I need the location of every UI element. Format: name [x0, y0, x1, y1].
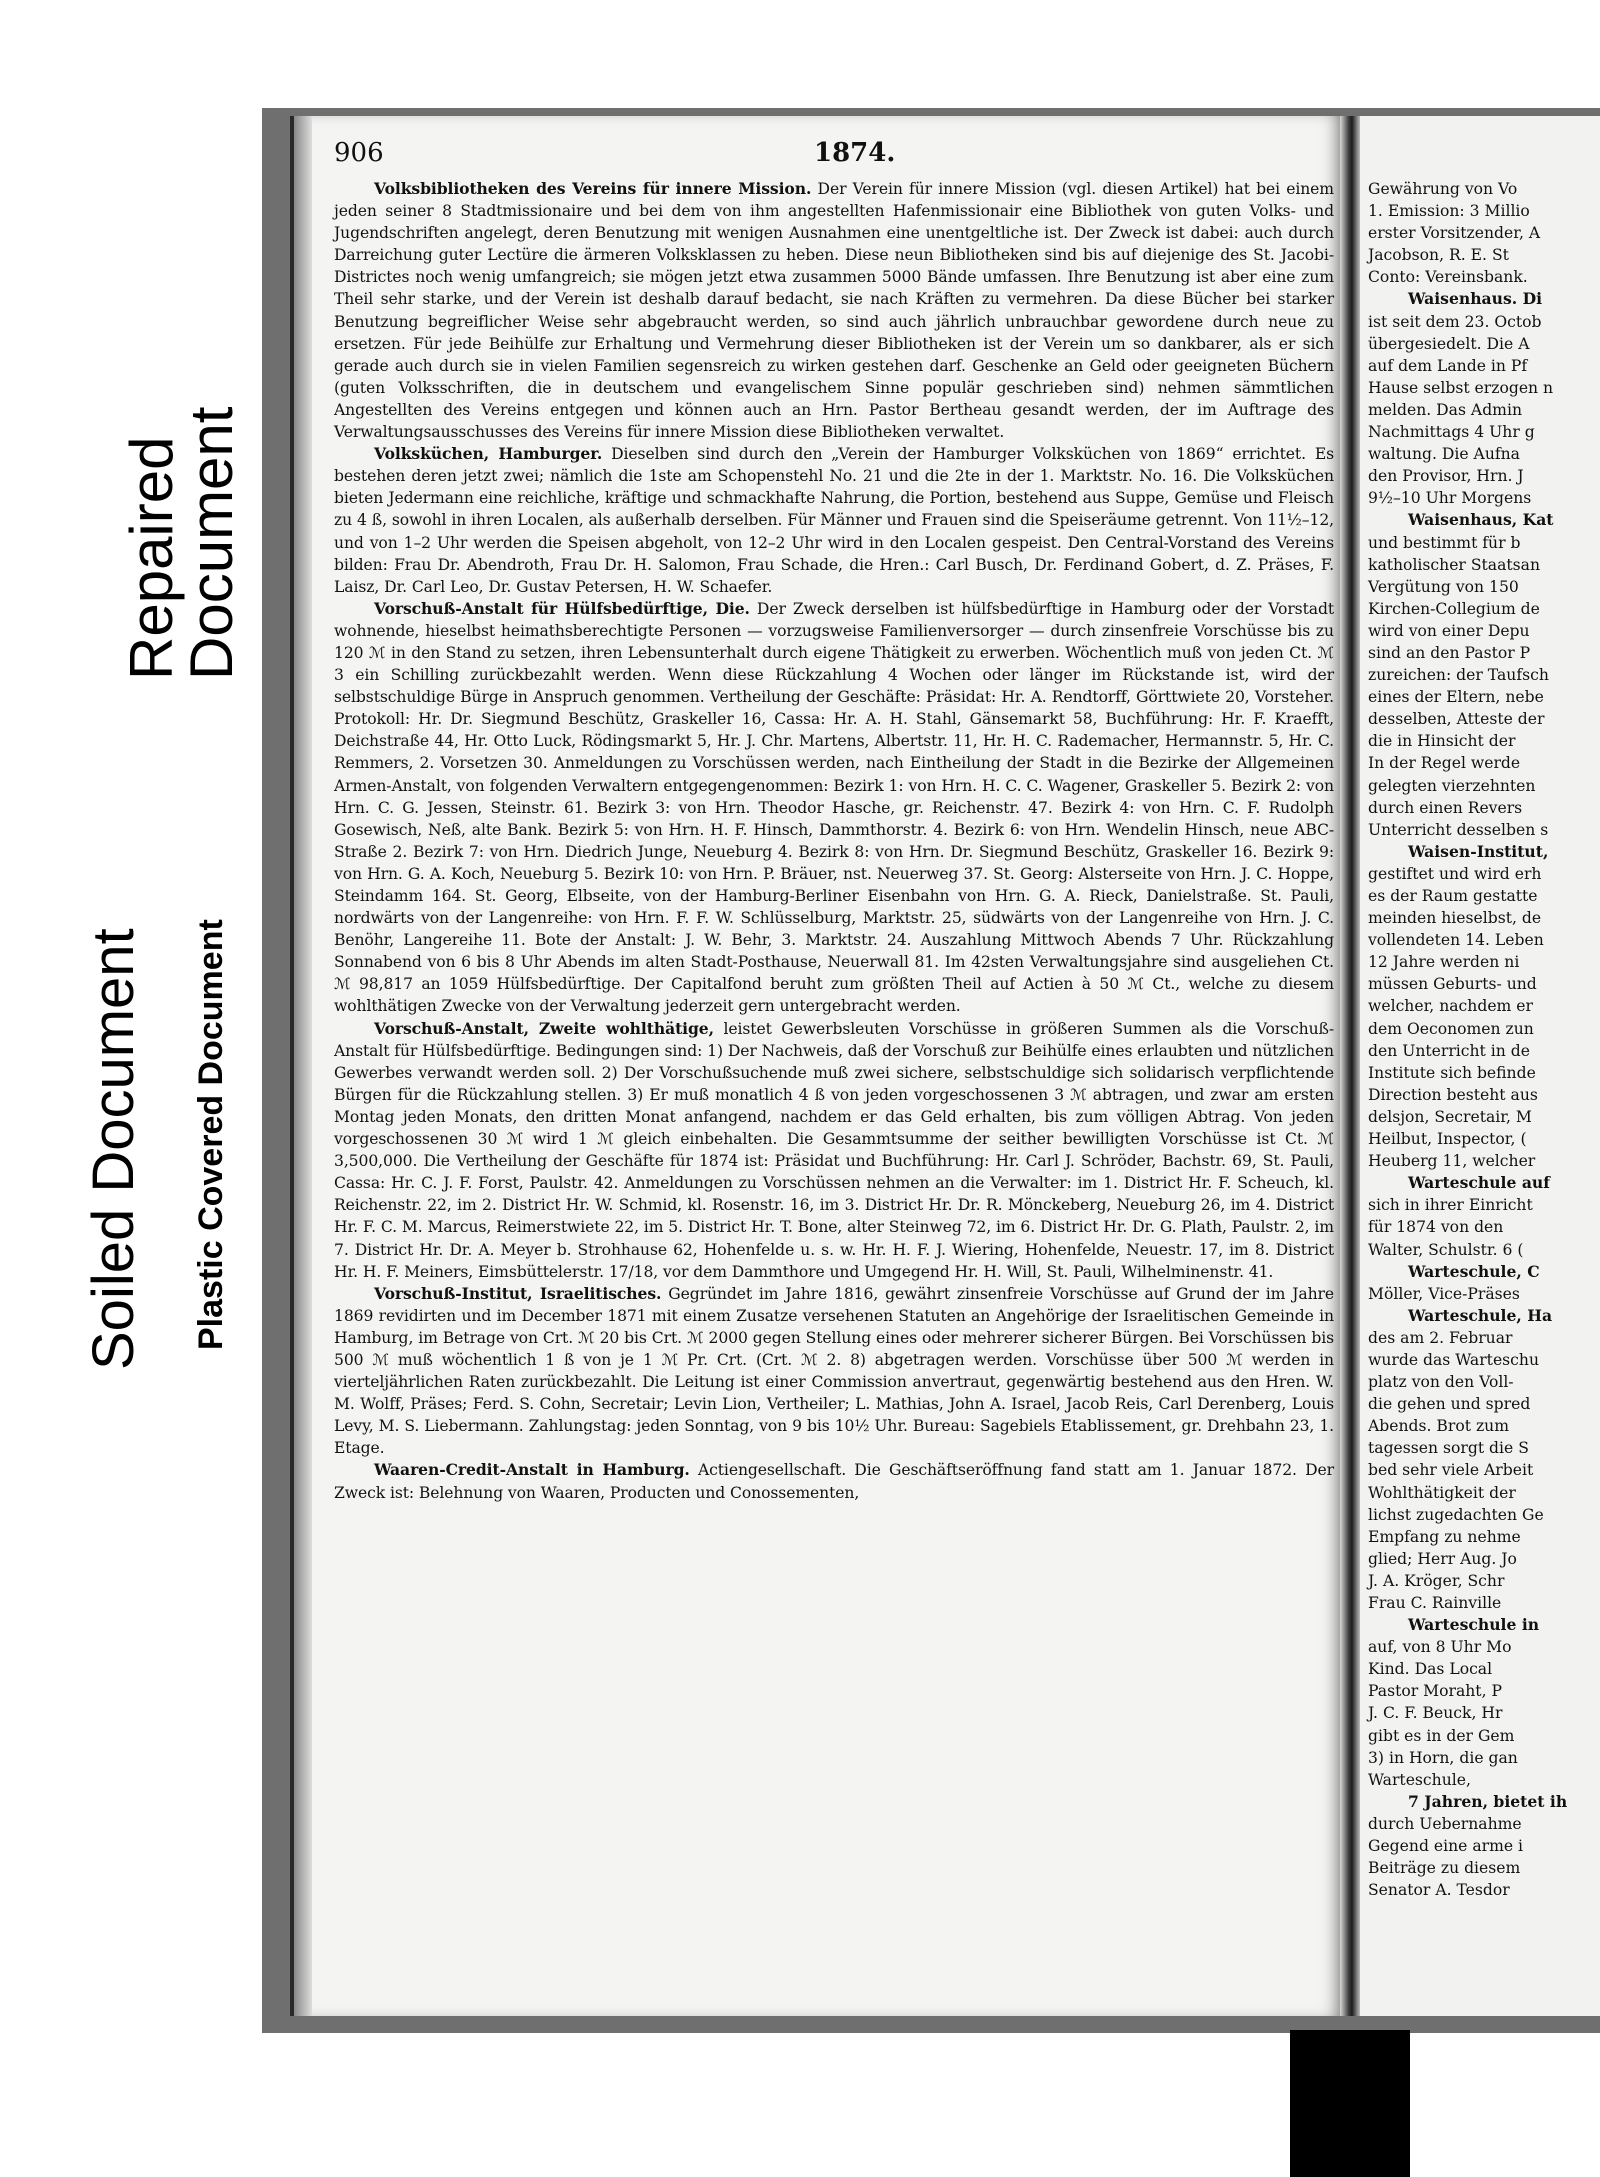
- right-page-line: Warteschule,: [1368, 1770, 1471, 1789]
- right-page-line: durch Uebernahme: [1368, 1814, 1522, 1833]
- left-page: [290, 116, 1344, 2016]
- right-page-line: müssen Geburts- und: [1368, 975, 1537, 994]
- right-page-line: sich in ihrer Einricht: [1368, 1196, 1533, 1215]
- right-page-line: 9½–10 Uhr Morgens: [1368, 489, 1532, 508]
- repaired-label-line2: Document: [178, 406, 245, 680]
- right-page-line: katholischer Staatsan: [1368, 555, 1540, 574]
- right-page-line: 3) in Horn, die gan: [1368, 1748, 1518, 1767]
- right-page-line: wurde das Warteschu: [1368, 1350, 1539, 1369]
- right-page-line: vollendeten 14. Leben: [1368, 931, 1544, 950]
- right-page-line: Unterricht desselben s: [1368, 820, 1549, 839]
- article-text: Der Zweck derselben ist hülfsbedürftige in Hamburg oder der Vorstadt wohnende, hieselbst heimathsberechtigte Personen — vorzugsweise Familienversorger — durch zinsenfreie Vorschüsse bis zu 120 ℳ in den Stand zu setzen, ihren Lebensunterhalt durch eigene Thätigkeit zu erwerben. Wöchentlich muß von jeden Ct. ℳ 3 ein Schilling zurückbezahlt werden. Wenn diese Rückzahlung 4 Wochen oder länger im Rückstande ist, wird der selbstschuldige Bürge in Anspruch genommen. Vertheilung der Geschäfte: Präsidat: Hr. A. Rendtorff, Görttwiete 20, Vorsteher. Protokoll: Hr. Dr. Siegmund Beschütz, Graskeller 16, Cassa: Hr. A. H. Stahl, Gänsemarkt 58, Buchführung: Hr. F. Kraefft, Deichstraße 44, Hr. Otto Luck, Rödingsmarkt 5, Hr. J. Chr. Martens, Albertstr. 11, Hr. H. C. Rademacher, Hermannstr. 5, Hr. C. Remmers, 2. Vorsetzen 30. Anmeldungen zu Vorschüssen werden, nach Eintheilung der Stadt in die Bezirke der Allgemeinen Armen-Anstalt, von folgenden Verwaltern entgegengenommen: Bezirk 1: von Hrn. H. C. C. Wagener, Graskeller 5. Bezirk 2: von Hrn. C. G. Jessen, Steinstr. 61. Bezirk 3: von Hrn. Theodor Hasche, gr. Reichenstr. 47. Bezirk 4: von Hrn. C. F. Rudolph Gosewisch, Neß, alte Bank. Bezirk 5: von Hrn. H. F. Hinsch, Dammthorstr. 4. Bezirk 6: von Hrn. Wendelin Hinsch, neue ABC-Straße 2. Bezirk 7: von Hrn. Diedrich Junge, Neueburg 4. Bezirk 8: von Hrn. Dr. Siegmund Beschütz, Graskeller 16. Bezirk 9: von Hrn. G. A. Koch, Neueburg 5. Bezirk 10: von Hrn. P. Bräuer, nst. Neuerweg 37. St. Georg: Alsterseite von Hrn. J. C. Hoppe, Steindamm 164. St. Georg, Elbseite, von der Hamburg-Berliner Eisenbahn von Hrn. G. A. Rieck, Danielstraße. St. Pauli, nordwärts von der Langenreihe: von Hrn. F. F. W. Schlüsselburg, Marktstr. 25, südwärts von der Langenreihe von Hrn. J. C. Benöhr, Langereihe 11. Bote der Anstalt: J. W. Behr, 3. Marktstr. 24. Auszahlung Mittwoch Abends 7 Uhr. Rückzahlung Sonnabend von 6 bis 8 Uhr Abends im alten Stadt-Posthause, Neuerwall 81. Im 42sten Verwaltungsjahre sind ausgeliehen Ct. ℳ 98,817 an 1059 Hülfsbedürftige. Der Capitalfond beruht zum größten Theil auf Actien à 50 ℳ Ct., welche zu diesem wohlthätigen Zwecke von der Verwaltung jederzeit gern untergebracht werden.: [334, 599, 1334, 1016]
- right-page-line: Empfang zu nehme: [1368, 1527, 1521, 1546]
- right-page-line: bed sehr viele Arbeit: [1368, 1461, 1534, 1480]
- right-page-line: für 1874 von den: [1368, 1218, 1504, 1237]
- right-page-line: meinden hieselbst, de: [1368, 909, 1542, 928]
- right-page-line: eines der Eltern, nebe: [1368, 688, 1544, 707]
- right-page-line: dem Oeconomen zun: [1368, 1019, 1534, 1038]
- scan-black-band: [1290, 2030, 1410, 2177]
- page-header: [334, 134, 1334, 178]
- right-page-line: Nachmittags 4 Uhr g: [1368, 423, 1535, 442]
- article-lemma: Vorschuß-Anstalt für Hülfsbedürftige, Die.: [374, 598, 750, 618]
- right-page-line: die in Hinsicht der: [1368, 732, 1516, 751]
- right-page-line: Beiträge zu diesem: [1368, 1859, 1521, 1878]
- right-page-line: Walter, Schulstr. 6 (: [1368, 1240, 1524, 1259]
- right-page-line: melden. Das Admin: [1368, 400, 1522, 419]
- soiled-document-label: Soiled Document: [81, 928, 146, 1370]
- right-page-line: Abends. Brot zum: [1368, 1417, 1509, 1436]
- right-page-line: auf, von 8 Uhr Mo: [1368, 1638, 1512, 1657]
- page-content: [334, 134, 1334, 1504]
- right-page-line: 12 Jahre werden ni: [1368, 953, 1520, 972]
- right-page-line: sind an den Pastor P: [1368, 643, 1531, 662]
- right-page-line: Warteschule auf: [1408, 1173, 1550, 1193]
- right-page-line: Kirchen-Collegium de: [1368, 599, 1540, 618]
- right-page-line: gibt es in der Gem: [1368, 1726, 1515, 1745]
- right-page-line: desselben, Atteste der: [1368, 710, 1545, 729]
- page-number: 906: [334, 138, 384, 168]
- article-text: Dieselben sind durch den „Verein der Hamburger Volksküchen von 1869“ errichtet. Es bestehen deren jetzt zwei; nämlich die 1ste am Schopenstehl No. 21 und die 2te in der 1. Marktstr. No. 16. Die Volksküchen bieten Jedermann eine reichliche, kräftige und schmackhafte Nahrung, die Portion, bestehend aus Suppe, Gemüse und Fleisch zu 4 ß, sowohl in ihren Localen, als außerhalb derselben. Für Männer und Frauen sind die Speiseräume getrennt. Von 11½–12, und von 1–2 Uhr werden die Speisen abgeholt, von 12–2 Uhr wird in den Localen gespeist. Den Central-Vorstand des Vereins bilden: Frau Dr. Abendroth, Frau Dr. H. Salomon, Frau Schade, die Hren.: Carl Busch, Dr. Ferdinand Gobert, d. Z. Präses, F. Laisz, Dr. Carl Leo, Dr. Gustav Petersen, H. W. Schaefer.: [334, 445, 1335, 596]
- article-text: Der Verein für innere Mission (vgl. diesen Artikel) hat bei einem jeden seiner 8 Stadtmissionaire und bei dem von ihm angestellten Hafenmissionair eine Bibliothek von guten Volks- und Jugendschriften angelegt, deren Benutzung mit wenigen Ausnahmen eine unentgeltliche ist. Der Zweck ist dabei: auch durch Darreichung guter Lectüre die ärmeren Volksklassen zu heben. Diese neun Bibliotheken sind bis auf diejenige des St. Jacobi-Districtes noch wenig umfangreich; sie mögen jetzt etwa zusammen 5000 Bände umfassen. Ihre Benutzung ist aber eine zum Theil sehr starke, und der Verein ist deshalb darauf bedacht, sie nach Kräften zu vermehren. Da diese Bücher bei starker Benutzung begreiflicher Weise sehr abgebraucht werden, so sind auch jährlich unbrauchbar gewordene durch neue zu ersetzen. Für jede Beihülfe zur Erhaltung und Vermehrung dieser Bibliotheken ist der Verein um so dankbarer, als er sich gerade auch durch sie in vielen Familien segensreich zu wirken gestehen darf. Geschenke an Geld oder geeigneten Büchern (guten Volksschriften, die in deutschem und evangelischem Sinne populär geschrieben sind) nehmen sämmtlichen Angestellten des Vereins entgegen und können auch an Hrn. Pastor Bertheau gesandt werden, der im Auftrage des Verwaltungsausschusses des Vereins für innere Mission diese Bibliotheken verwaltet.: [334, 180, 1334, 442]
- right-page: [1360, 116, 1600, 2016]
- right-page-line: Vergütung von 150: [1368, 577, 1519, 596]
- right-page-line: übergesiedelt. Die A: [1368, 334, 1530, 353]
- right-page-line: zureichen: der Taufsch: [1368, 666, 1549, 685]
- right-page-line: Waisenhaus. Di: [1408, 289, 1543, 309]
- article-text: Gegründet im Jahre 1816, gewährt zinsenfreie Vorschüsse auf Grund der im Jahre 1869 revidirten und im December 1871 mit einem Zusatze versehenen Statuten an Angehörige der Israelitischen Gemeinde in Hamburg, im Betrage von Crt. ℳ 20 bis Crt. ℳ 2000 gegen Stellung eines oder mehrerer sicherer Bürgen. Bei Vorschüssen bis 500 ℳ muß wöchentlich 1 ß von je 1 ℳ Pr. Crt. (Crt. ℳ 2. 8) abgetragen werden. Vorschüsse über 500 ℳ werden in vierteljährlichen Raten zurückbezahlt. Die Leitung ist einer Commission anvertraut, gegenwärtig bestehend aus den Hren. W. M. Wolff, Präses; Ferd. S. Cohn, Secretair; Levin Lion, Vertheiler; L. Mathias, John A. Israel, Jacob Reis, Carl Derenberg, Louis Levy, M. S. Liebermann. Zahlungstag: jeden Sonntag, von 9 bis 10½ Uhr. Bureau: Sagebiels Etablissement, gr. Drehbahn 23, 1. Etage.: [334, 1284, 1335, 1458]
- right-page-line: waltung. Die Aufna: [1368, 445, 1520, 464]
- page-edge: [294, 116, 312, 2016]
- right-page-line: den Provisor, Hrn. J: [1368, 467, 1524, 486]
- article-lemma: Vorschuß-Anstalt, Zweite wohlthätige,: [374, 1018, 714, 1038]
- article-waaren-credit: [334, 1459, 1334, 1503]
- article-lemma: Volksküchen, Hamburger.: [374, 444, 603, 464]
- right-page-line: Waisenhaus, Kat: [1408, 510, 1554, 530]
- right-page-line: Conto: Vereinsbank.: [1368, 268, 1528, 287]
- right-page-line: Pastor Moraht, P: [1368, 1682, 1502, 1701]
- right-page-line: die gehen und spred: [1368, 1395, 1531, 1414]
- right-page-line: delsjon, Secretair, M: [1368, 1107, 1532, 1126]
- article-volkskuechen: [334, 443, 1334, 598]
- article-lemma: Volksbibliotheken des Vereins für innere Mission.: [374, 179, 812, 198]
- right-page-line: 7 Jahren, bietet ih: [1408, 1791, 1568, 1811]
- right-page-line: platz von den Voll-: [1368, 1373, 1514, 1392]
- right-page-line: es der Raum gestatte: [1368, 887, 1538, 905]
- right-page-line: Warteschule, C: [1408, 1261, 1540, 1281]
- right-page-text: [1368, 178, 1600, 1901]
- right-page-line: Hause selbst erzogen n: [1368, 378, 1554, 397]
- right-page-line: Direction besteht aus: [1368, 1085, 1538, 1104]
- repaired-document-label: [118, 406, 245, 680]
- book-gutter: [1340, 116, 1360, 2016]
- right-page-line: 1. Emission: 3 Millio: [1368, 202, 1530, 221]
- right-page-line: Jacobson, R. E. St: [1368, 246, 1509, 265]
- article-vorschuss-huelfsbeduerftige: [334, 598, 1334, 1018]
- right-page-line: Heuberg 11, welcher: [1368, 1152, 1536, 1171]
- right-page-line: Wohlthätigkeit der: [1368, 1483, 1516, 1502]
- right-page-line: Heilbut, Inspector, (: [1368, 1130, 1527, 1149]
- right-page-line: Frau C. Rainville: [1368, 1594, 1502, 1612]
- right-page-line: In der Regel werde: [1368, 754, 1521, 773]
- right-page-line: gelegten vierzehnten: [1368, 776, 1536, 795]
- right-page-line: Waisen-Institut,: [1408, 841, 1549, 861]
- right-page-line: Gewährung von Vo: [1368, 180, 1518, 198]
- article-volksbibliotheken: [334, 178, 1334, 443]
- plastic-covered-label: Plastic Covered Document: [192, 919, 230, 1350]
- right-page-line: erster Vorsitzender, A: [1368, 224, 1541, 243]
- right-page-line: lichst zugedachten Ge: [1368, 1505, 1544, 1524]
- right-page-line: Warteschule in: [1408, 1615, 1540, 1635]
- article-lemma: Waaren-Credit-Anstalt in Hamburg.: [374, 1460, 690, 1480]
- right-page-line: den Unterricht in de: [1368, 1041, 1530, 1060]
- right-page-line: Möller, Vice-Präses: [1368, 1284, 1520, 1303]
- right-page-line: ist seit dem 23. Octob: [1368, 312, 1542, 331]
- article-vorschuss-israelitisch: [334, 1283, 1334, 1460]
- right-page-line: wird von einer Depu: [1368, 621, 1530, 640]
- right-page-line: welcher, nachdem er: [1368, 997, 1533, 1016]
- right-page-line: Senator A. Tesdor: [1368, 1881, 1510, 1900]
- article-lemma: Vorschuß-Institut, Israelitisches.: [374, 1283, 662, 1303]
- article-vorschuss-zweite: [334, 1018, 1334, 1283]
- right-page-line: auf dem Lande in Pf: [1368, 356, 1528, 375]
- right-page-line: Warteschule, Ha: [1408, 1305, 1553, 1325]
- right-page-line: glied; Herr Aug. Jo: [1368, 1549, 1517, 1568]
- right-page-line: Kind. Das Local: [1368, 1660, 1493, 1679]
- article-text: Actiengesellschaft. Die Geschäftseröffnung fand statt am 1. Januar 1872. Der Zweck ist: Belehnung von Waaren, Producten und Conossementen,: [334, 1461, 1334, 1502]
- article-text: leistet Gewerbsleuten Vorschüsse in größeren Summen als die Vorschuß-Anstalt für Hülfsbedürftige. Bedingungen sind: 1) Der Nachweis, daß der Vorschuß zur Beihülfe eines erlaubten und nützlichen Gewerbes verwandt werden soll. 2) Der Vorschußsuchende muß zwei sichere, selbstschuldige sich solidarisch verpflichtende Bürgen für die Rückzahlung stellen. 3) Er muß monatlich 4 ß von jeden vorgeschossenen 3 ℳ abtragen, und zwar am ersten Montag jeden Monats, den dritten Monat anfangend, nachdem er das Geld erhalten, bis zum völligen Abtrag. Von jeden vorgeschossenen 30 ℳ wird 1 ℳ gleich einbehalten. Die Gesammtsumme der seither bewilligten Vorschüsse ist Ct. ℳ 3,500,000. Die Vertheilung der Geschäfte für 1874 ist: Präsidat und Buchführung: Hr. Carl J. Schröder, Bachstr. 69, St. Pauli, Cassa: Hr. C. J. F. Forst, Paulstr. 42. Anmeldungen zu Vorschüssen nehmen an die Verwalter: im 1. District Hr. F. Scheuch, kl. Reichenstr. 22, im 2. District Hr. W. Schmid, kl. Rosenstr. 16, im 3. District Hr. Dr. R. Mönckeberg, Neueburg 26, im 4. District Hr. F. C. M. Marcus, Reimerstwiete 22, im 5. District Hr. T. Bone, alter Steinweg 72, im 6. District Hr. Dr. G. Plath, Paulstr. 2, im 7. District Hr. Dr. A. Meyer b. Strohhause 62, Hohenfelde u. s. w. Hr. H. F. J. Wiering, Hohenfelde, Neuestr. 17, im 8. District Hr. H. F. Meiners, Eimsbüttelerstr. 17/18, vor dem Dammthore und Umgegend Hr. H. Will, St. Pauli, Wilhelminenstr. 41.: [334, 1019, 1334, 1281]
- right-page-line: und bestimmt für b: [1368, 533, 1521, 552]
- right-page-line: Gegend eine arme i: [1368, 1837, 1524, 1856]
- right-page-line: J. A. Kröger, Schr: [1368, 1571, 1505, 1590]
- right-page-line: durch einen Revers: [1368, 798, 1523, 817]
- right-page-line: Institute sich befinde: [1368, 1063, 1536, 1082]
- right-page-line: des am 2. Februar: [1368, 1328, 1513, 1347]
- right-page-line: J. C. F. Beuck, Hr: [1368, 1704, 1503, 1723]
- right-page-line: tagessen sorgt die S: [1368, 1439, 1529, 1458]
- page-year: 1874.: [814, 138, 896, 168]
- repaired-label-line1: Repaired: [118, 436, 185, 680]
- right-page-line: gestiftet und wird erh: [1368, 864, 1542, 883]
